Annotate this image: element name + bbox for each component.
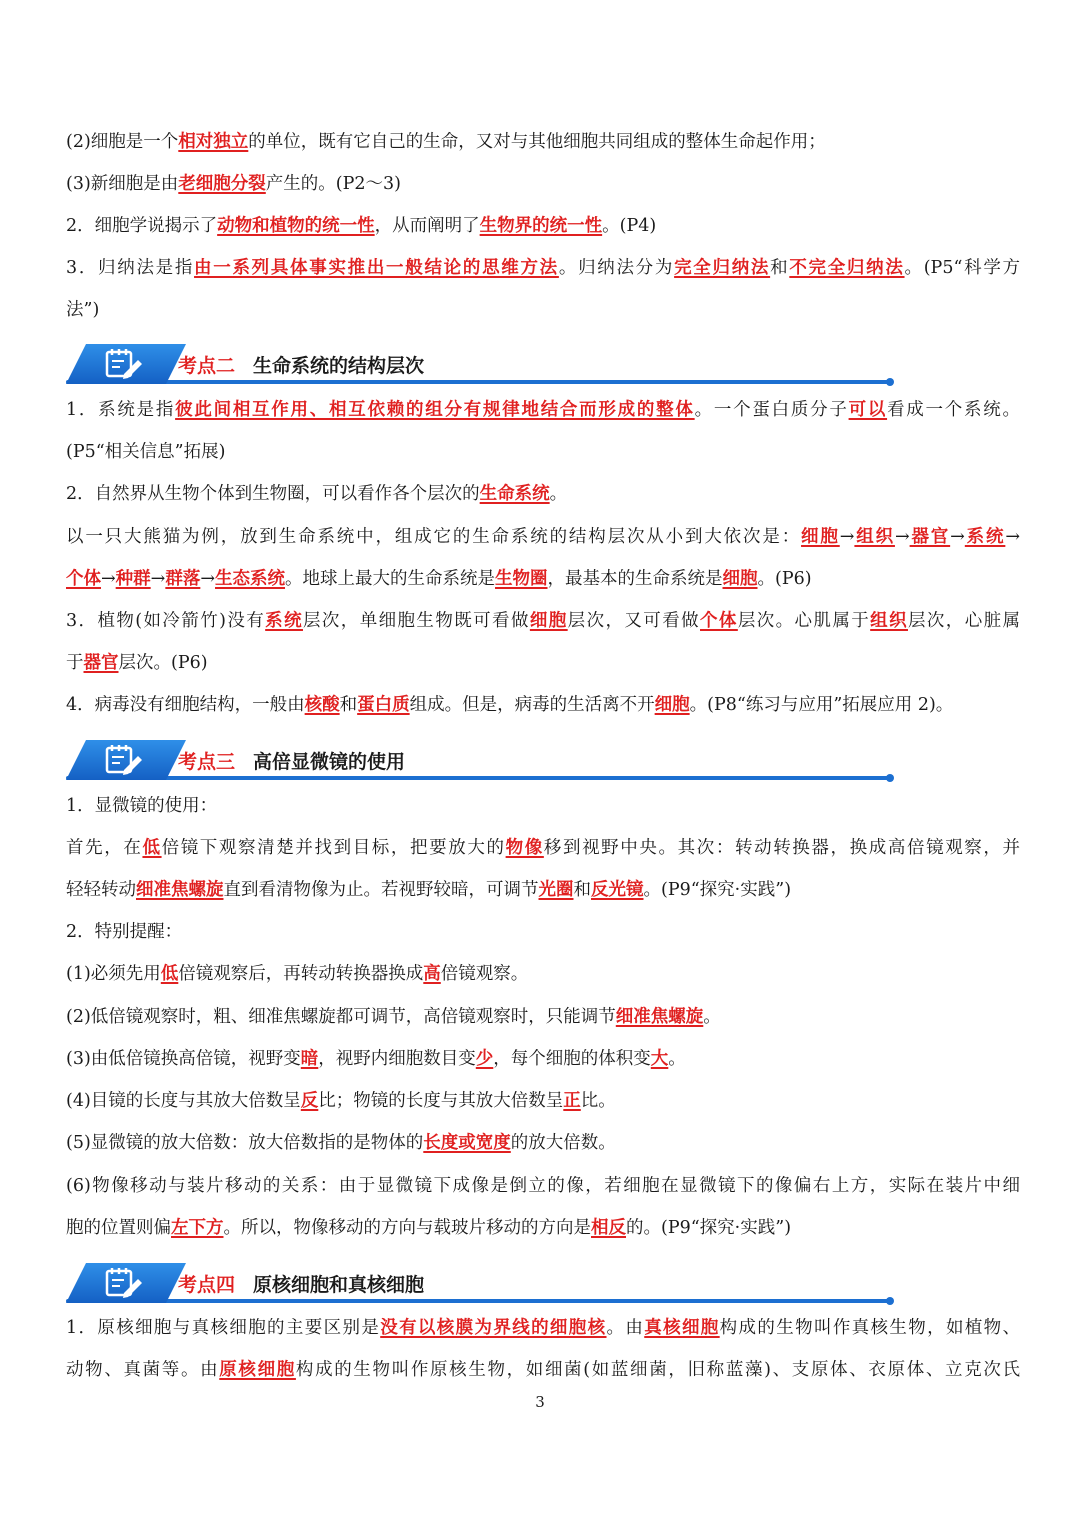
text-line xyxy=(66,651,1020,675)
section-underline xyxy=(66,776,892,780)
answer-highlight: 大 xyxy=(650,1049,669,1069)
text-run: → xyxy=(839,527,855,547)
text-run: 2．细胞学说揭示了 xyxy=(66,216,218,236)
text-run: 3．归纳法是指 xyxy=(66,258,195,278)
text-run: 层次。心肌属于 xyxy=(737,611,871,631)
text-line xyxy=(66,130,1020,154)
text-run: 。 xyxy=(549,484,568,504)
text-line xyxy=(66,440,1020,464)
answer-highlight: 光圈 xyxy=(538,880,574,900)
notepad-pencil-icon xyxy=(104,348,144,380)
answer-highlight: 细胞 xyxy=(722,569,758,589)
answer-highlight: 生物界的统一性 xyxy=(479,216,603,236)
text-run: 移到视野中央。其次：转动转换器，换成高倍镜观察，并 xyxy=(543,838,1020,858)
underline-end-dot xyxy=(886,378,894,386)
section-header-4 xyxy=(66,1257,892,1303)
text-line xyxy=(66,398,1020,422)
text-run: 比；物镜的长度与其放大倍数呈 xyxy=(318,1091,564,1111)
text-line xyxy=(66,1047,1020,1071)
text-run: 组成。但是，病毒的生活离不开 xyxy=(409,695,655,715)
text-line xyxy=(66,214,1020,238)
text-run: (2)低倍镜观察时，粗、细准焦螺旋都可调节，高倍镜观察时，只能调节 xyxy=(66,1007,616,1027)
answer-highlight: 相反 xyxy=(591,1218,626,1238)
text-run: ，视野内细胞数目变 xyxy=(318,1049,476,1069)
text-run: (3)由低倍镜换高倍镜，视野变 xyxy=(66,1049,301,1069)
text-run: 倍镜观察后，再转动转换器换成 xyxy=(178,964,424,984)
text-line xyxy=(66,1131,1020,1155)
answer-highlight: 左下方 xyxy=(171,1218,224,1238)
text-line xyxy=(66,567,1020,591)
text-run: (2)细胞是一个 xyxy=(66,132,179,152)
text-run: ，每个细胞的体积变 xyxy=(493,1049,651,1069)
text-run: 2．特别提醒： xyxy=(66,922,183,942)
text-line xyxy=(66,609,1020,633)
text-line xyxy=(66,482,1020,506)
text-run: 以一只大熊猫为例，放到生命系统中，组成它的生命系统的结构层次从小到大依次是： xyxy=(66,527,802,547)
text-run: 的放大倍数。 xyxy=(510,1133,616,1153)
answer-highlight: 生命系统 xyxy=(479,484,550,504)
text-run: 层次。(P6) xyxy=(118,653,208,673)
text-run: 。(P8“练习与应用”拓展应用 2)。 xyxy=(689,695,954,715)
text-run: 。(P5“科学方 xyxy=(904,258,1020,278)
text-run: 轻轻转动 xyxy=(66,880,136,900)
answer-highlight: 系统 xyxy=(964,527,1006,547)
section-label: 考点三 xyxy=(178,751,236,773)
answer-highlight: 高 xyxy=(423,964,441,984)
answer-highlight: 核酸 xyxy=(304,695,340,715)
answer-highlight: 可以 xyxy=(848,400,888,420)
text-run: 首先，在 xyxy=(66,838,143,858)
text-line xyxy=(66,693,1020,717)
text-run: 比。 xyxy=(580,1091,616,1111)
text-run: 动物、真菌等。由 xyxy=(66,1360,220,1380)
answer-highlight: 真核细胞 xyxy=(644,1318,720,1338)
answer-highlight: 反光镜 xyxy=(591,880,644,900)
section-title: 高倍显微镜的使用 xyxy=(253,751,406,773)
text-run: ，最基本的生命系统是 xyxy=(547,569,723,589)
underline-end-dot xyxy=(886,774,894,782)
answer-highlight: 群落 xyxy=(165,569,201,589)
answer-highlight: 组织 xyxy=(854,527,895,547)
text-run: ，从而阐明了 xyxy=(374,216,480,236)
section-title: 生命系统的结构层次 xyxy=(253,355,425,377)
text-line xyxy=(66,1174,1020,1198)
answer-highlight: 系统 xyxy=(265,611,303,631)
answer-highlight: 完全归纳法 xyxy=(674,258,771,278)
answer-highlight: 正 xyxy=(563,1091,581,1111)
answer-highlight: 不完全归纳法 xyxy=(789,258,905,278)
text-run: (P5“相关信息”拓展) xyxy=(66,442,226,462)
text-run: → xyxy=(894,527,910,547)
text-line xyxy=(66,1358,1020,1382)
answer-highlight: 细准焦螺旋 xyxy=(136,880,224,900)
text-run: 的。(P9“探究·实践”) xyxy=(626,1218,792,1238)
text-run: (4)目镜的长度与其放大倍数呈 xyxy=(66,1091,301,1111)
text-line xyxy=(66,878,1020,902)
text-line xyxy=(66,1089,1020,1113)
text-line xyxy=(66,298,1020,322)
text-run: → xyxy=(950,527,965,547)
answer-highlight: 蛋白质 xyxy=(357,695,410,715)
text-run: (1)必须先用 xyxy=(66,964,161,984)
answer-highlight: 由一系列具体事实推出一般结论的思维方法 xyxy=(194,258,559,278)
text-line xyxy=(66,172,1020,196)
text-line xyxy=(66,962,1020,986)
answer-highlight: 没有以核膜为界线的细胞核 xyxy=(380,1318,607,1338)
text-run: 和 xyxy=(573,880,591,900)
text-run: → xyxy=(150,569,166,589)
section-label: 考点四 xyxy=(178,1274,236,1296)
answer-highlight: 种群 xyxy=(115,569,151,589)
section-badge xyxy=(66,344,186,384)
notepad-pencil-icon xyxy=(104,744,144,776)
text-run: 。地球上最大的生命系统是 xyxy=(285,569,496,589)
text-run: 胞的位置则偏 xyxy=(66,1218,171,1238)
text-run: (6)物像移动与装片移动的关系：由于显微镜下成像是倒立的像，若细胞在显微镜下的像偏右上方，实际在装片中细 xyxy=(66,1176,1020,1196)
text-run: 看成一个系统。 xyxy=(887,400,1020,420)
answer-highlight: 细胞 xyxy=(654,695,690,715)
text-run: 倍镜下观察清楚并找到目标，把要放大的 xyxy=(161,838,506,858)
section-badge xyxy=(66,740,186,780)
text-run: 。所以，物像移动的方向与载玻片移动的方向是 xyxy=(223,1218,591,1238)
section-header-3 xyxy=(66,734,892,780)
text-run: (5)显微镜的放大倍数：放大倍数指的是物体的 xyxy=(66,1133,424,1153)
answer-highlight: 组织 xyxy=(870,611,908,631)
text-run: 倍镜观察。 xyxy=(440,964,529,984)
text-line xyxy=(66,1216,1020,1240)
answer-highlight: 原核细胞 xyxy=(219,1360,296,1380)
text-run: 1．显微镜的使用： xyxy=(66,796,218,816)
section-underline xyxy=(66,1299,892,1303)
text-line xyxy=(66,794,1020,818)
text-run: 。(P4) xyxy=(602,216,657,236)
text-run: 2．自然界从生物个体到生物圈，可以看作各个层次的 xyxy=(66,484,480,504)
answer-highlight: 老细胞分裂 xyxy=(178,174,266,194)
answer-highlight: 少 xyxy=(475,1049,494,1069)
answer-highlight: 细胞 xyxy=(801,527,840,547)
page-number: 3 xyxy=(535,1393,545,1411)
answer-highlight: 生态系统 xyxy=(215,569,286,589)
answer-highlight: 反 xyxy=(300,1091,319,1111)
text-run: 和 xyxy=(770,258,790,278)
text-run: (3)新细胞是由 xyxy=(66,174,179,194)
text-run: 。 xyxy=(668,1049,686,1069)
text-run: 。(P9“探究·实践”) xyxy=(643,880,792,900)
answer-highlight: 低 xyxy=(142,838,162,858)
answer-highlight: 细胞 xyxy=(529,611,568,631)
section-title: 原核细胞和真核细胞 xyxy=(253,1274,425,1296)
text-line xyxy=(66,836,1020,860)
text-run: 和 xyxy=(339,695,358,715)
text-run: 产生的。(P2～3) xyxy=(265,174,401,194)
underline-end-dot xyxy=(886,1297,894,1305)
text-line xyxy=(66,525,1020,549)
text-run: 4．病毒没有细胞结构，一般由 xyxy=(66,695,305,715)
text-run: 于 xyxy=(66,653,84,673)
text-run: 直到看清物像为止。若视野较暗，可调节 xyxy=(223,880,539,900)
text-run: 。由 xyxy=(606,1318,645,1338)
text-run: 。归纳法分为 xyxy=(558,258,675,278)
text-run: 层次，单细胞生物既可看做 xyxy=(302,611,530,631)
text-run: 的单位，既有它自己的生命，又对与其他细胞共同组成的整体生命起作用； xyxy=(248,132,826,152)
answer-highlight: 彼此间相互作用、相互依赖的组分有规律地结合而形成的整体 xyxy=(175,400,695,420)
answer-highlight: 细准焦螺旋 xyxy=(615,1007,704,1027)
text-line xyxy=(66,256,1020,280)
answer-highlight: 生物圈 xyxy=(495,569,548,589)
text-run: 构成的生物叫作原核生物，如细菌(如蓝细菌，旧称蓝藻)、支原体、衣原体、立克次氏 xyxy=(295,1360,1020,1380)
text-run: 构成的生物叫作真核生物，如植物、 xyxy=(719,1318,1020,1338)
answer-highlight: 物像 xyxy=(505,838,544,858)
answer-highlight: 低 xyxy=(160,964,179,984)
section-badge xyxy=(66,1263,186,1303)
text-run: 1．原核细胞与真核细胞的主要区别是 xyxy=(66,1318,381,1338)
answer-highlight: 相对独立 xyxy=(178,132,249,152)
answer-highlight: 动物和植物的统一性 xyxy=(217,216,375,236)
answer-highlight: 个体 xyxy=(66,569,101,589)
answer-highlight: 器官 xyxy=(83,653,119,673)
text-run: 层次，又可看做 xyxy=(567,611,701,631)
text-run: 法”) xyxy=(66,300,100,320)
text-run: 层次，心脏属 xyxy=(907,611,1020,631)
text-run: 。(P6) xyxy=(757,569,812,589)
text-run: 。一个蛋白质分子 xyxy=(694,400,849,420)
section-underline xyxy=(66,380,892,384)
text-line xyxy=(66,1316,1020,1340)
text-run: → xyxy=(200,569,216,589)
text-run: → xyxy=(101,569,116,589)
answer-highlight: 个体 xyxy=(700,611,738,631)
text-run: 3．植物(如冷箭竹)没有 xyxy=(66,611,266,631)
text-run: → xyxy=(1005,527,1020,547)
answer-highlight: 长度或宽度 xyxy=(423,1133,511,1153)
section-label: 考点二 xyxy=(178,355,236,377)
answer-highlight: 暗 xyxy=(300,1049,319,1069)
text-run: 。 xyxy=(703,1007,721,1027)
text-line xyxy=(66,1005,1020,1029)
section-header-2 xyxy=(66,338,892,384)
notepad-pencil-icon xyxy=(104,1267,144,1299)
text-line xyxy=(66,920,1020,944)
answer-highlight: 器官 xyxy=(909,527,951,547)
text-run: 1．系统是指 xyxy=(66,400,176,420)
